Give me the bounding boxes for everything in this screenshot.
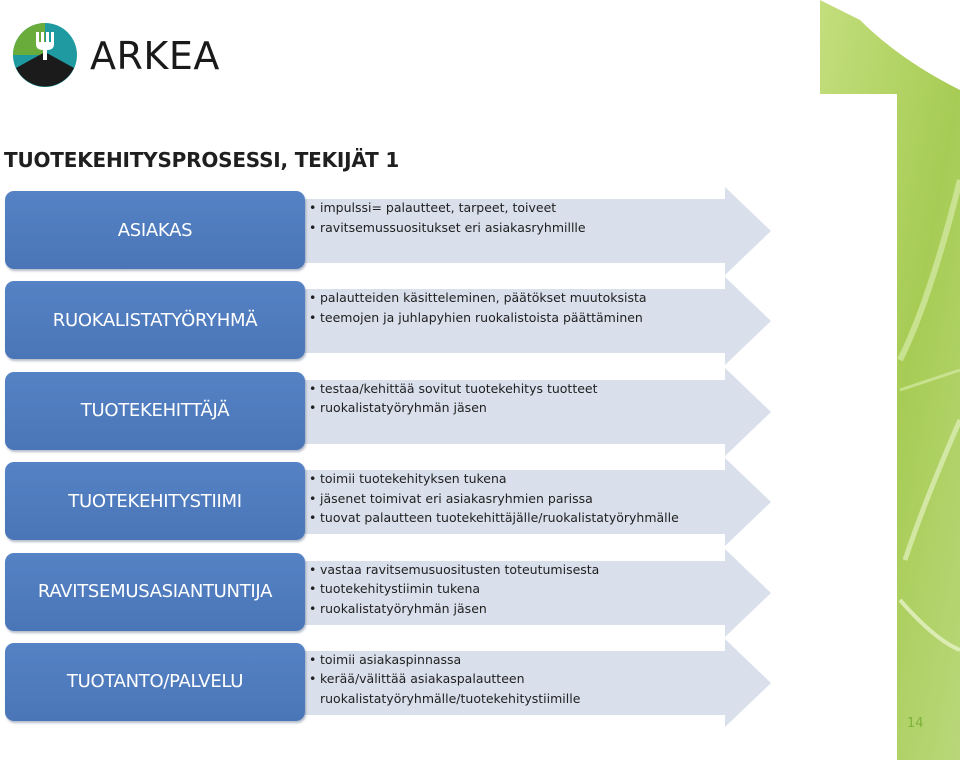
process-row [5,639,775,721]
process-row [5,277,775,359]
bullet-item: • jäsenet toimivat eri asiakasryhmien parissa [309,489,700,509]
role-box: TUOTANTO/PALVELU [5,643,305,721]
role-box: RAVITSEMUSASIANTUNTIJA [5,553,305,631]
role-box: RUOKALISTATYÖRYHMÄ [5,281,305,359]
bullet-item: • tuotekehitystiimin tukena [309,579,700,599]
bullet-item: • tuovat palautteen tuotekehittäjälle/ruokalistatyöryhmälle [309,508,700,528]
bullet-item: • vastaa ravitsemusuositusten toteutumisesta [309,560,700,580]
process-row [5,549,775,631]
bullet-item: • palautteiden käsitteleminen, päätökset muutoksista [309,288,700,308]
process-row [5,368,775,450]
bullet-item: • toimii tuotekehityksen tukena [309,469,700,489]
bullet-item: • ruokalistatyöryhmän jäsen [309,398,700,418]
process-row [5,187,775,269]
bullet-item: • ruokalistatyöryhmän jäsen [309,599,700,619]
bullet-item: • impulssi= palautteet, tarpeet, toiveet [309,198,700,218]
role-box: TUOTEKEHITYSTIIMI [5,462,305,540]
slide-title: TUOTEKEHITYSPROSESSI, TEKIJÄT 1 [4,148,400,172]
bullet-item: • teemojen ja juhlapyhien ruokalistoista päättäminen [309,308,700,328]
bullet-item: • toimii asiakaspinnassa [309,650,700,670]
bullet-item: • testaa/kehittää sovitut tuotekehitys tuotteet [309,379,700,399]
process-row [5,458,775,540]
bullet-list [309,198,700,237]
bullet-list [309,288,700,327]
bullet-list [309,379,700,418]
bullet-item: • ravitsemussuositukset eri asiakasryhmillle [309,218,700,238]
role-box: TUOTEKEHITTÄJÄ [5,372,305,450]
bullet-list [309,469,700,528]
arkea-logo-icon [12,22,78,88]
bullet-list [309,650,700,709]
bullet-item: • kerää/välittää asiakaspalautteen ruokalistatyöryhmälle/tuotekehitystiimille [309,669,700,708]
brand-name: ARKEA [90,34,220,78]
role-box: ASIAKAS [5,191,305,269]
bullet-list [309,560,700,619]
process-rows [5,187,775,729]
page-number: 14 [907,716,924,731]
